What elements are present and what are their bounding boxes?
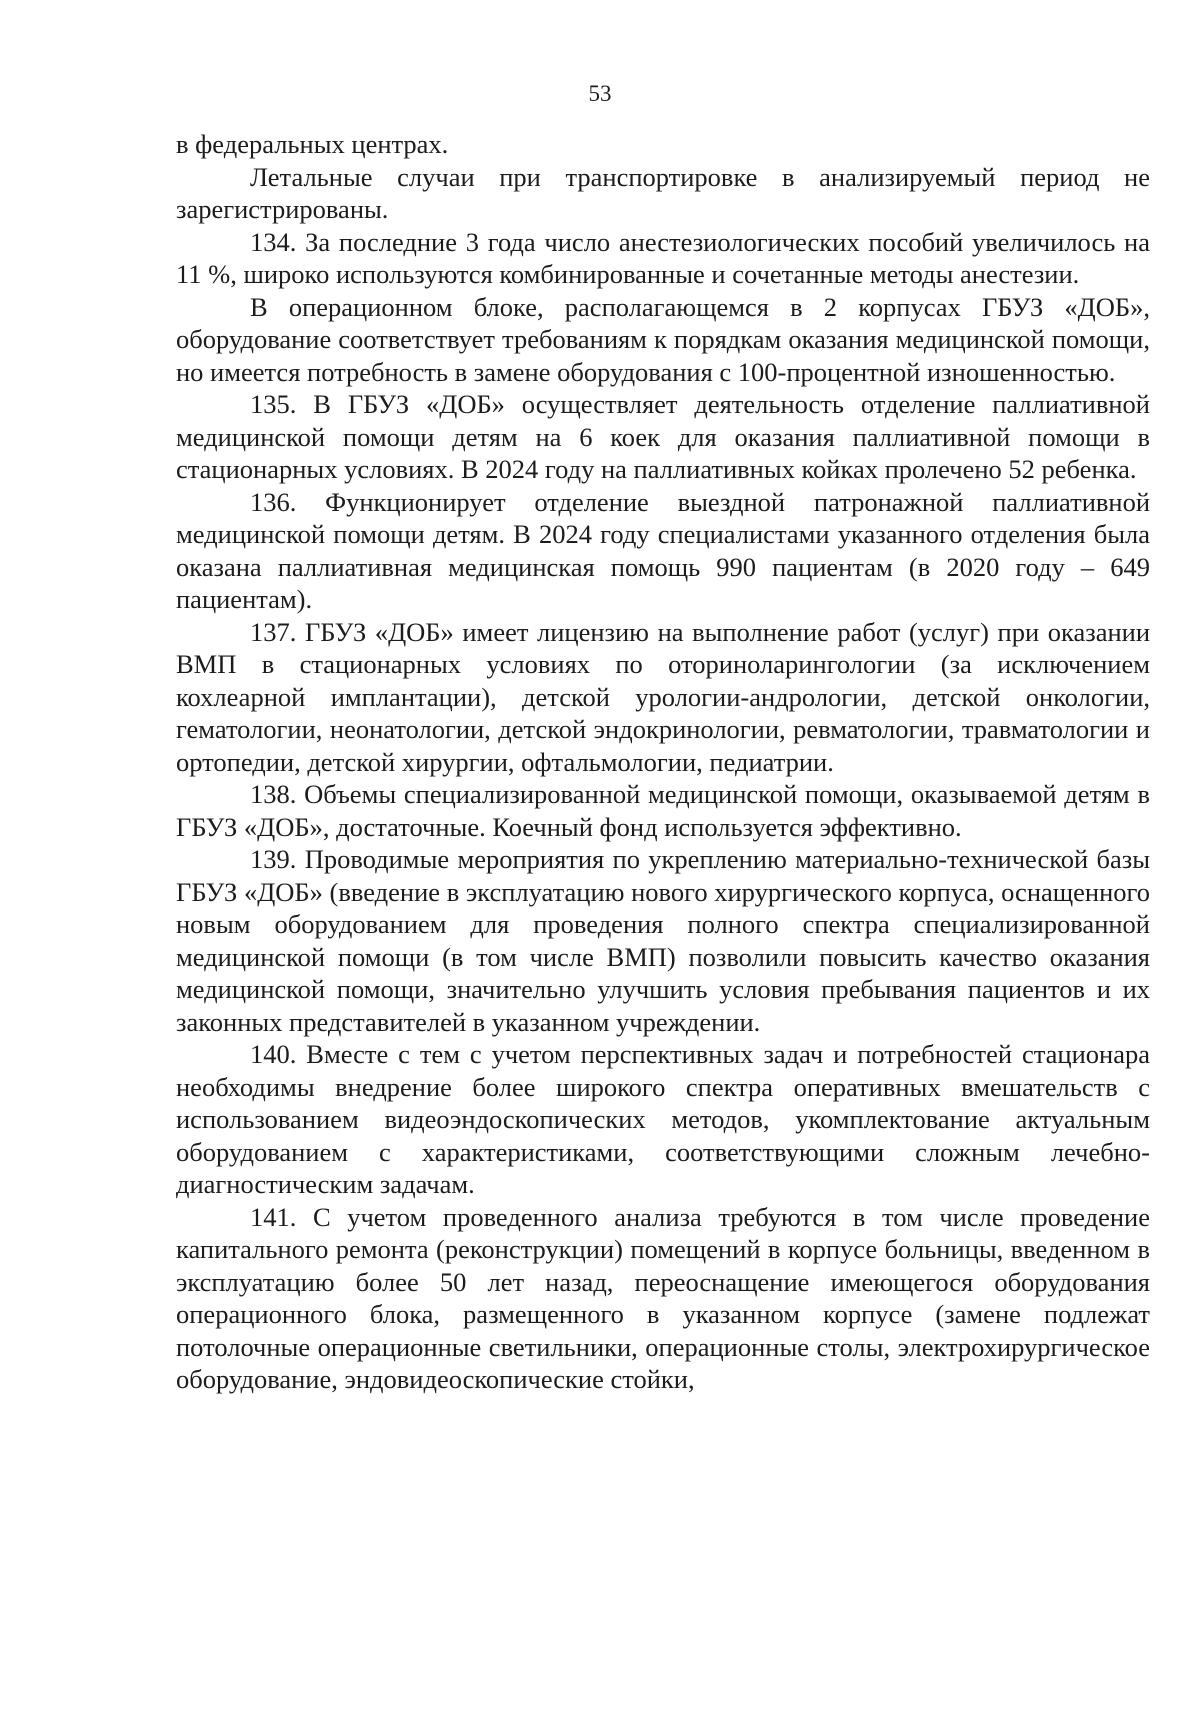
paragraph-138: 138. Объемы специализированной медицинской помощи, оказываемой детям в ГБУЗ «ДОБ», достаточные. Коечный фонд используется эффективно. [176, 779, 1150, 842]
paragraph-continuation: в федеральных центрах. [176, 129, 449, 159]
paragraph-lethal-cases: Летальные случаи при транспортировке в анализируемый период не зарегистрированы. [176, 161, 1150, 224]
paragraph-136: 136. Функционирует отделение выездной патронажной паллиативной медицинской помощи детям. В 2024 году специалистами указанного отделения была оказана паллиативная медицинская помощь 990 пациентам (в 2020 году – 649 пациентам). [176, 486, 1150, 614]
paragraph-134: 134. За последние 3 года число анестезиологических пособий увеличилось на 11 %, широко используются комбинированные и сочетанные методы анестезии. [176, 226, 1150, 289]
paragraph-137: 137. ГБУЗ «ДОБ» имеет лицензию на выполнение работ (услуг) при оказании ВМП в стационарных условиях по оториноларингологии (за исключением кохлеарной имплантации), детской урологии-андрологии, детской онкологии, гематологии, неонатологии, детской эндокринологии, ревматологии, травматологии и ортопедии, детской хирургии, офтальмологии, педиатрии. [176, 616, 1150, 777]
paragraph-135: 135. В ГБУЗ «ДОБ» осуществляет деятельность отделение паллиативной медицинской помощи детям на 6 коек для оказания паллиативной помощи в стационарных условиях. В 2024 году на паллиативных койках пролечено 52 ребенка. [176, 389, 1150, 484]
document-body [176, 128, 1150, 1396]
page-number: 53 [588, 81, 612, 106]
paragraph-139: 139. Проводимые мероприятия по укреплению материально-технической базы ГБУЗ «ДОБ» (введение в эксплуатацию нового хирургического корпуса, оснащенного новым оборудованием для проведения полного спектра специализированной медицинской помощи (в том числе ВМП) позволили повысить качество оказания медицинской помощи, значительно улучшить условия пребывания пациентов и их законных представителей в указанном учреждении. [176, 844, 1150, 1037]
paragraph-140: 140. Вместе с тем с учетом перспективных задач и потребностей стационара необходимы внедрение более широкого спектра оперативных вмешательств с использованием видеоэндоскопических методов, укомплектование актуальным оборудованием с характеристиками, соответствующими сложным лечебно-диагностическим задачам. [176, 1039, 1150, 1199]
paragraph-141: 141. С учетом проведенного анализа требуются в том числе проведение капитального ремонта (реконструкции) помещений в корпусе больницы, введенном в эксплуатацию более 50 лет назад, переоснащение имеющегося оборудования операционного блока, размещенного в указанном корпусе (замене подлежат потолочные операционные светильники, операционные столы, электрохирургическое оборудование, эндовидеоскопические стойки, [176, 1201, 1150, 1394]
paragraph-operating-block: В операционном блоке, располагающемся в 2 корпусах ГБУЗ «ДОБ», оборудование соответствует требованиям к порядкам оказания медицинской помощи, но имеется потребность в замене оборудования с 100-процентной изношенностью. [176, 291, 1150, 387]
